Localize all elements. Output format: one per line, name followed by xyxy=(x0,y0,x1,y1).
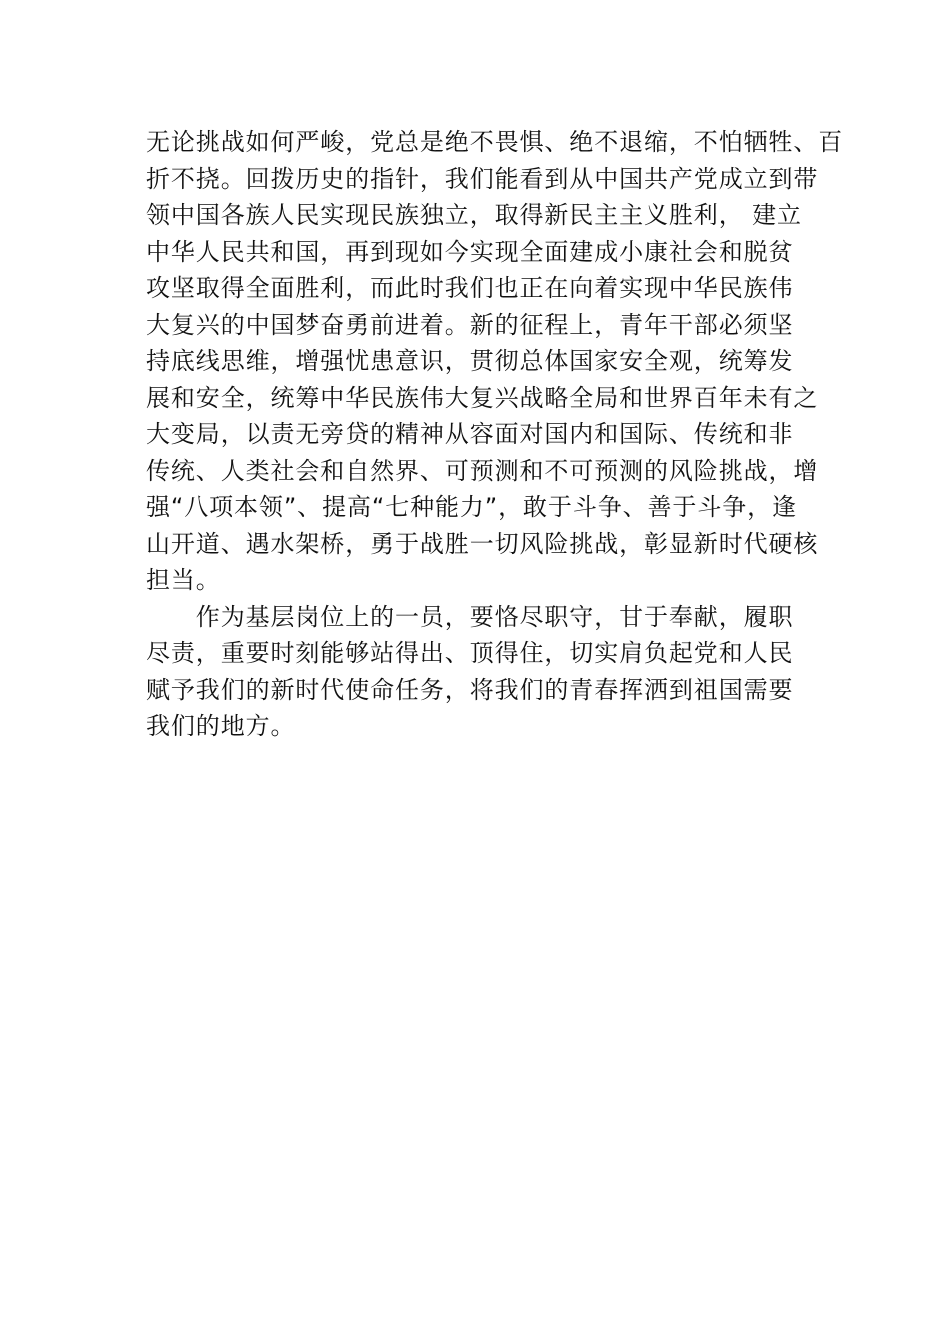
paragraph-2 xyxy=(146,599,822,745)
text-line: 赋予我们的新时代使命任务，将我们的青春挥洒到祖国需要 xyxy=(146,675,794,704)
text-line: 大变局，以责无旁贷的精神从容面对国内和国际、传统和非 xyxy=(146,420,794,448)
text-line: 作为基层岗位上的一员，要恪尽职守，甘于奉献，履职 xyxy=(146,602,794,631)
text-line: 强“八项本领”、提高“七种能力”，敢于斗争、善于斗争，逢 xyxy=(146,493,797,521)
document-body xyxy=(146,124,844,745)
text-line: 无论挑战如何严峻，党总是绝不畏惧、绝不退缩，不怕牺牲、百 xyxy=(146,128,844,156)
text-line: 攻坚取得全面胜利，而此时我们也正在向着实现中华民族伟 xyxy=(146,274,794,302)
text-line: 我们的地方。 xyxy=(146,712,296,740)
text-line: 传统、人类社会和自然界、可预测和不可预测的风险挑战，增 xyxy=(146,456,819,485)
text-line: 持底线思维，增强忧患意识，贯彻总体国家安全观，统筹发 xyxy=(146,347,794,375)
text-line: 大复兴的中国梦奋勇前进着。新的征程上，青年干部必须坚 xyxy=(146,310,794,339)
paragraph-1 xyxy=(146,124,844,599)
text-line: 领中国各族人民实现民族独立，取得新民主主义胜利， 建立 xyxy=(146,201,802,229)
text-line: 折不挠。回拨历史的指针，我们能看到从中国共产党成立到带 xyxy=(146,164,819,193)
text-line: 中华人民共和国，再到现如今实现全面建成小康社会和脱贫 xyxy=(146,237,794,266)
text-line: 山开道、遇水架桥，勇于战胜一切风险挑战，彰显新时代硬核 xyxy=(146,529,819,558)
text-line: 展和安全，统筹中华民族伟大复兴战略全局和世界百年未有之 xyxy=(146,383,819,412)
text-line: 尽责，重要时刻能够站得出、顶得住，切实肩负起党和人民 xyxy=(146,639,794,667)
text-line: 担当。 xyxy=(146,566,221,594)
